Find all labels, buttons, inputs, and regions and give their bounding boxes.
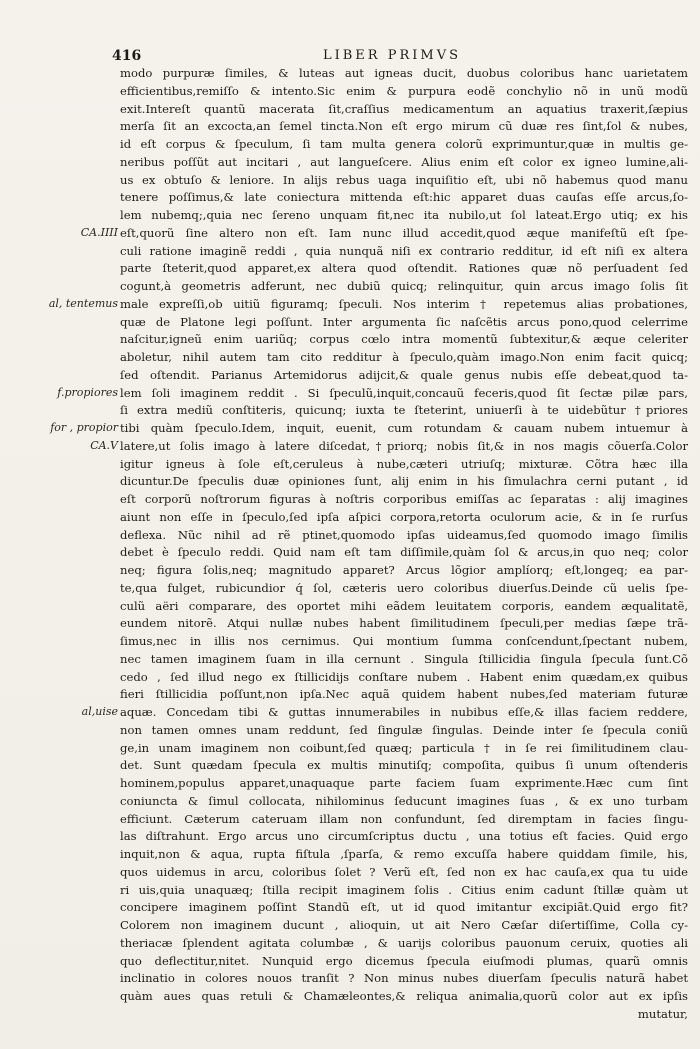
margin-note: CA.V bbox=[90, 438, 118, 452]
text-line: quàm aues quas retuli & Chamæleontes,& reliqua animalia,quorũ color aut ex ipſis bbox=[120, 989, 688, 1003]
text-line: quos uidemus in arcu, coloribus ſolet ? Verũ eſt, ſed non ex hac cauſa,ex qua tu uide bbox=[120, 864, 688, 879]
text-line: ſed oſtendit. Parianus Artemidorus adijcit,& quale genus nubis eſſe debeat,quod ta- bbox=[120, 367, 688, 382]
text-line: eſt,quorũ ſine altero non eſt. Iam nunc illud accedit,quod æque manifeſtũ eſt ſpe- bbox=[120, 225, 688, 240]
text-line: id eſt corpus & ſpeculum, ſi tam multa genera colorũ exprimuntur,quæ in multis ge- bbox=[120, 137, 688, 151]
text-line: ſimus,nec in illis nos cernimus. Qui montium ſumma conſcendunt,ſpectant nubem, bbox=[120, 634, 688, 648]
text-line: us ex obtuſo & leniore. In alijs rebus uaga inquiſitio eſt, ubi nõ habemus quod manu bbox=[120, 172, 688, 187]
text-line: ge,in unam imaginem non coibunt,ſed quæq; particula † in ſe rei ſimilitudinem clau- bbox=[120, 740, 688, 755]
text-line: culi ratione imaginẽ reddi , quia nunquã niſi ex contrario redditur, id eſt niſi ex altera bbox=[120, 243, 688, 258]
text-line: te,qua fulget, rubicundior q́ ſol, cæteris uero coloribus diuerſus.Deinde cũ uelis ſpe- bbox=[120, 580, 688, 595]
text-line: merſa ſit an excocta,an ſemel tincta.Non eſt ergo mirum cũ duæ res ſint,ſol & nubes, bbox=[120, 119, 688, 134]
margin-note: for , propior bbox=[50, 421, 118, 434]
text-line: debet è ſpeculo reddi. Quid nam eſt tam diſſimile,quàm ſol & arcus,in quo neq; color bbox=[120, 545, 688, 560]
running-title: LIBER PRIMVS bbox=[322, 48, 461, 63]
text-line: lem ſoli imaginem reddit . Si ſpeculũ,inquit,concauũ feceris,quod ſit ſectæ pilæ pars, bbox=[120, 385, 688, 400]
text-line: aquæ. Concedam tibi & guttas innumerabiles in nubibus eſſe,& illas faciem reddere, bbox=[120, 705, 688, 719]
text-line: non tamen omnes unam reddunt, ſed ſingulæ ſingulas. Deinde inter ſe ſpecula coniũ bbox=[120, 722, 688, 737]
main-text-block bbox=[120, 65, 688, 1024]
text-line: coniuncta & ſimul collocata, nihilominus ſeducunt imagines ſuas , & ex uno turbam bbox=[120, 793, 688, 808]
margin-note: CA.IIII bbox=[80, 225, 118, 239]
text-line: quæ de Platone legi poſſunt. Inter argumenta ſic naſcẽtis arcus pono,quod celerrime bbox=[120, 314, 688, 329]
text-line: mutatur, bbox=[637, 1006, 688, 1021]
text-line: culũ aëri comparare, des oportet mihi eãdem leuitatem corporis, eandem æqualitatẽ, bbox=[120, 598, 688, 613]
margin-note: al,uise bbox=[81, 705, 118, 718]
text-line: det. Sunt quædam ſpecula ex multis minutiſq; compoſita, quibus ſi unum oſtenderis bbox=[120, 758, 688, 773]
text-line: las diſtrahunt. Ergo arcus uno circumſcriptus ductu , una totius eſt facies. Quid ergo bbox=[120, 829, 688, 844]
text-line: efficiunt. Cæterum cateruam illam non confundunt, ſed diremptam in facies ſingu- bbox=[120, 811, 688, 826]
text-line: cogunt,à geometris adferunt, nec dubiũ quicq; relinquitur, quin arcus imago ſolis ſit bbox=[120, 279, 688, 293]
text-line: exit.Intereſt quantũ macerata ſit,craſſius medicamentum an aquatius traxerit,ſæpius bbox=[120, 101, 688, 116]
margin-note: f.propiores bbox=[57, 385, 118, 399]
text-line: parte ſteterit,quod apparet,ex altera quod oſtendit. Rationes quæ nõ perſuadent ſed bbox=[120, 261, 688, 276]
text-line: modo purpuræ ſimiles, & luteas aut igneas ducit, duobus coloribus hanc uarietatem bbox=[120, 66, 688, 80]
text-line: lem nubemq;,quia nec ſereno unquam fit,nec ita nubilo,ut ſol lateat.Ergo utiq; ex his bbox=[120, 208, 688, 222]
text-line: naſcitur,igneũ enim uariũq; corpus cœlo intra momentũ ſubtexitur,& æque celeriter bbox=[120, 332, 688, 347]
text-line: concipere imaginem poſſint Standũ eſt, ut id quod imitantur excipiãt.Quid ergo fit? bbox=[120, 900, 688, 915]
text-line: aboletur, nihil autem tam cito redditur à ſpeculo,quàm imago.Non enim facit quicq; bbox=[120, 350, 688, 364]
text-line: Colorem non imaginem ducunt , alioquin, ut ait Nero Cæſar diſertiſſime, Colla cy- bbox=[120, 918, 688, 932]
text-line: dicuntur.De ſpeculis duæ opiniones ſunt, alij enim in his ſimulachra cerni putant , id bbox=[120, 474, 688, 489]
text-line: fieri ſtillicidia poſſunt,non ipſa.Nec aquã quidem habent nubes,ſed materiam futuræ bbox=[120, 687, 688, 702]
text-line: tibi quàm ſpeculo.Idem, inquit, euenit, cum rotundam & cauam nubem intuemur à bbox=[120, 421, 688, 435]
text-line: ri uis,quia unaquæq; ſtilla recipit imaginem ſolis . Citius enim cadunt ſtillæ quàm ut bbox=[120, 882, 688, 897]
margin-note: al, tentemus bbox=[48, 296, 118, 310]
page-number: 416 bbox=[112, 48, 142, 64]
text-line: inclinatio in colores nouos tranſit ? Non minus nubes diuerſam ſpeculis naturã habet bbox=[120, 971, 688, 986]
text-line: nec tamen imaginem ſuam in illa cernunt . Singula ſtillicidia ſingula ſpecula ſunt.Cõ bbox=[120, 651, 688, 666]
text-line: theriacæ ſplendent agitata columbæ , & uarijs coloribus pauonum ceruix, quoties ali bbox=[120, 935, 688, 950]
text-line: cedo , ſed illud nego ex ſtillicidijs conſtare nubem . Habent enim quædam,ex quibus bbox=[120, 669, 688, 684]
text-line: neribus poſſũt aut incitari , aut langueſcere. Alius enim eſt color ex igneo lumine,ali- bbox=[120, 154, 688, 169]
text-line: igitur igneus à ſole eſt,ceruleus à nube,cæteri utriuſq; mixturæ. Cõtra hæc illa bbox=[120, 456, 688, 471]
text-line: neq; figura ſolis,neq; magnitudo apparet? Arcus lõgior amplíorq; eſt,longeq; ea par- bbox=[120, 563, 688, 577]
text-line: latere,ut ſolis imago à latere diſcedat,†priorq; nobis ſit,& in nos magis cõuerſa.Color bbox=[120, 438, 688, 453]
text-line: male expreſſi,ob uitiũ figuramq; ſpeculi. Nos interim † repetemus alias probationes, bbox=[120, 296, 688, 311]
text-line: hominem,populus apparet,unaquaque parte faciem ſuam exprimente.Hæc cum ſint bbox=[120, 776, 688, 790]
text-line: aiunt non eſſe in ſpeculo,ſed ipſa aſpici corpora,retorta oculorum acie, & in ſe rurſus bbox=[120, 509, 688, 524]
text-line: inquit,non & aqua, rupta fiſtula ,ſparſa, & remo excuſſa habere quiddam ſimile, his, bbox=[120, 847, 688, 861]
text-line: deflexa. Nũc nihil ad rẽ ptinet,quomodo ipſas uideamus,ſed quomodo imago ſimilis bbox=[120, 527, 688, 542]
text-line: eundem nitorẽ. Atqui nullæ nubes habent ſimilitudinem ſpeculi,per medias ſæpe trã- bbox=[120, 616, 688, 631]
text-line: efficientibus,remiſſo & intento.Sic enim & purpura eodẽ conchylio nõ in unũ modũ bbox=[120, 83, 688, 98]
text-line: eſt corporũ noſtrorum figuras à noſtris corporibus emiſſas ac ſeparatas : alij imagines bbox=[120, 492, 688, 506]
text-line: tenere poſſimus,& late coniectura mittenda eſt:hic apparet duas cauſas eſſe arcus,ſo- bbox=[120, 190, 688, 205]
text-line: ſi extra mediũ conſtiteris, quicunq; iuxta te ſteterint, uniuerſi à te uidebũtur †priores bbox=[120, 403, 688, 418]
marginalia-column bbox=[0, 0, 118, 1049]
text-line: quo deflectitur,nitet. Nunquid ergo dicemus ſpecula eiuſmodi plumas, quarũ omnis bbox=[120, 953, 688, 968]
